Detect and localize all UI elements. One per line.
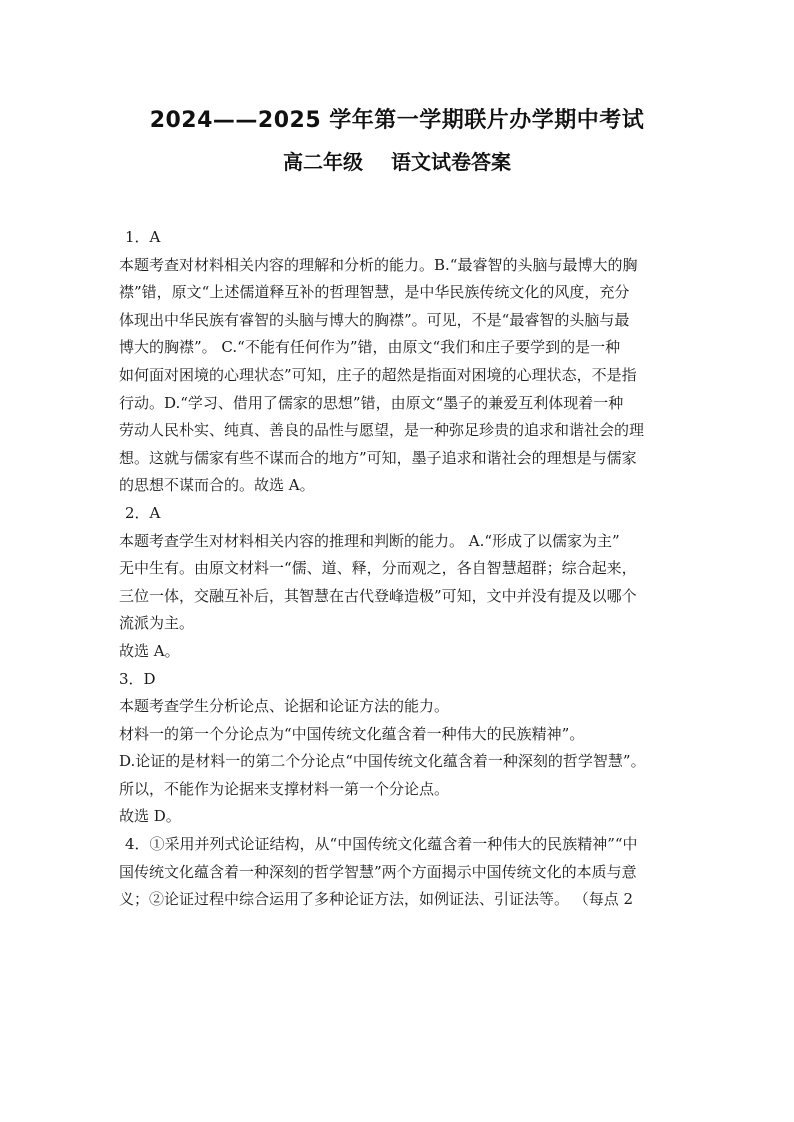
subject-label: 语文试卷答案 bbox=[391, 150, 511, 174]
question-number: 3．D bbox=[119, 669, 156, 688]
answer-text-line: 所以，不能作为论据来支撑材料一第一个分论点。 bbox=[119, 779, 450, 798]
answer-text-line: 的思想不谋而合的。故选 A。 bbox=[119, 476, 315, 495]
answer-text-line: 无中生有。由原文材料一“儒、道、释，分而观之，各自智慧超群；综合起来， bbox=[119, 559, 637, 578]
answer-text-line: 义；②论证过程中综合运用了多种论证方法，如例证法、引证法等。 （每点 2 bbox=[119, 890, 634, 909]
question-number: 4．①采用并列式论证结构，从“中国传统文化蕴含着一种伟大的民族精神”“中 bbox=[125, 835, 638, 854]
answer-text-line: 三位一体，交融互补后，其智慧在古代登峰造极”可知，文中并没有提及以哪个 bbox=[119, 586, 637, 605]
question-number: 1．A bbox=[125, 228, 161, 246]
answer-text-line: 博大的胸襟”。 C.“不能有任何作为”错，由原文“我们和庄子要学到的是一种 bbox=[119, 338, 621, 357]
answer-text-line: 想。这就与儒家有些不谋而合的地方”可知，墨子追求和谐社会的理想是与儒家 bbox=[119, 448, 637, 467]
exam-subtitle bbox=[0, 146, 794, 175]
answer-text-line: 本题考查学生分析论点、论据和论证方法的能力。 bbox=[119, 697, 450, 716]
answer-text-line: 劳动人民朴实、纯真、善良的品性与愿望，是一种弥足珍贵的追求和谐社会的理 bbox=[119, 421, 645, 440]
grade-label: 高二年级 bbox=[283, 150, 363, 174]
answer-text-line: 本题考查对材料相关内容的理解和分析的能力。B.“最睿智的头脑与最博大的胸 bbox=[119, 255, 638, 274]
question-number: 2．A bbox=[125, 503, 161, 522]
answer-text-line: 国传统文化蕴含着一种深刻的哲学智慧”两个方面揭示中国传统文化的本质与意 bbox=[119, 862, 637, 881]
answer-text-line: 如何面对困境的心理状态”可知，庄子的超然是指面对困境的心理状态，不是指 bbox=[119, 365, 637, 384]
answer-text-line: D.论证的是材料一的第二个分论点“中国传统文化蕴含着一种深刻的哲学智慧”。 bbox=[119, 752, 646, 771]
answer-text-line: 材料一的第一个分论点为“中国传统文化蕴含着一种伟大的民族精神”。 bbox=[119, 724, 585, 743]
answer-body bbox=[119, 224, 679, 914]
answer-text-line: 行动。D.“学习、借用了儒家的思想”错，由原文“墨子的兼爱互利体现着一种 bbox=[119, 393, 624, 412]
exam-title: 2024——2025 学年第一学期联片办学期中考试 bbox=[149, 108, 645, 133]
answer-text-line: 故选 A。 bbox=[119, 641, 180, 660]
answer-text-line: 本题考查学生对材料相关内容的推理和判断的能力。 A.“形成了以儒家为主” bbox=[119, 531, 620, 550]
answer-text-line: 故选 D。 bbox=[119, 807, 181, 826]
answer-text-line: 体现出中华民族有睿智的头脑与博大的胸襟”。可见，不是“最睿智的头脑与最 bbox=[119, 310, 630, 329]
answer-text-line: 流派为主。 bbox=[119, 614, 195, 633]
answer-text-line: 襟”错，原文“上述儒道释互补的哲理智慧，是中华民族传统文化的风度，充分 bbox=[119, 283, 630, 302]
